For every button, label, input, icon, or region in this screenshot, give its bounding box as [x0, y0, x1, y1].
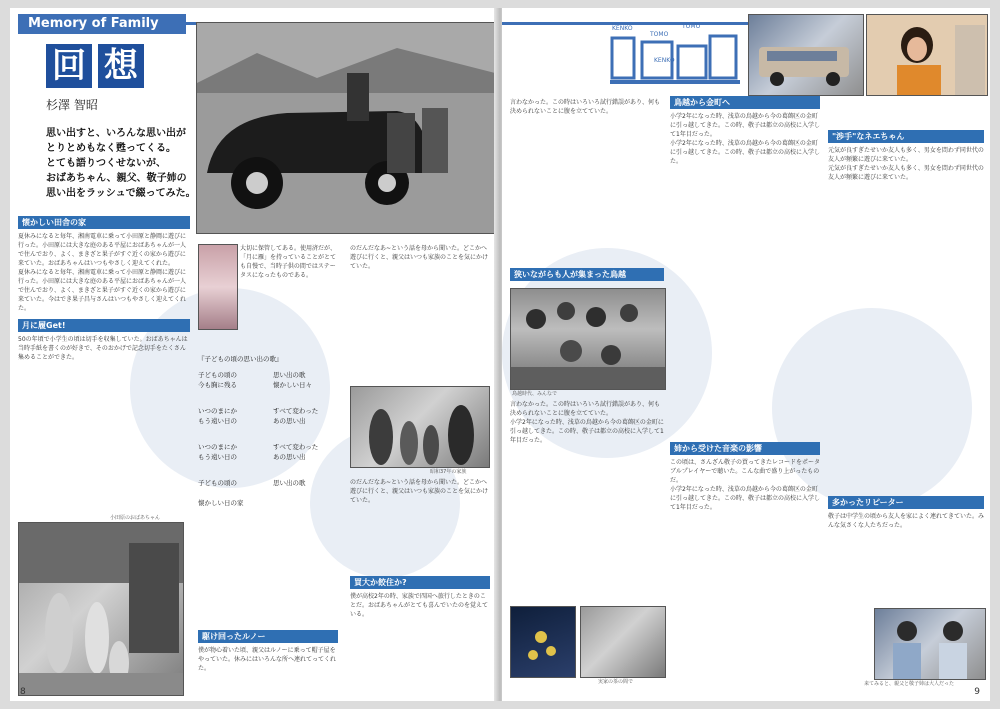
van-photo — [748, 14, 864, 96]
song-lyrics — [198, 354, 348, 614]
body-text: 僕が高校2年の時、家族で四国へ旅行したときのことだ。おばあちゃんがとても喜んでいたのを覚えている。 — [350, 593, 489, 618]
section-heading: 駆け回ったルノー — [198, 630, 338, 643]
body-text: 小学2年になった時、浅草の鳥越から今の葛飾区の金町に引っ越してきた。この時、敬子は都立の高校に入学して1年目だった。 — [510, 419, 664, 444]
room-photo — [580, 606, 666, 678]
body-text: 夏休みになると毎年、湘南電車に乗って小田原と静岡に遊びに行った。小田原には大きな庭のある平屋におばあちゃんが一人で住んでおり、よく、まきざと果子がすぐ近くの家から遊びに来ていた。おばあちゃんはいつもやさしく迎えてくれた。 — [18, 233, 187, 267]
section-heading: 姉から受けた音楽の影響 — [670, 442, 820, 455]
record-cover-photo — [510, 606, 576, 678]
section-heading: 月に履Get! — [18, 319, 190, 332]
logo-label: KENKO — [612, 25, 633, 32]
lyrics-line: いつのまにか すべて変わった — [198, 407, 319, 415]
photo-caption: 実家の茶の間で — [598, 679, 634, 685]
page-number: 8 — [20, 687, 26, 697]
text-column — [828, 494, 984, 604]
lyrics-line: いつのまにか すべて変わった — [198, 443, 319, 451]
text-column — [18, 214, 190, 514]
body-text: 元気が良すぎたせいか友人も多く、男女を問わず同世代の友人が頻繁に遊びに来ていた。 — [828, 147, 984, 163]
siblings-photo — [874, 608, 986, 680]
text-column — [510, 400, 664, 600]
body-text: 50の年頃で小学生の頃は切手を収集していた。おばあちゃんは当時手紙を書くのが好きで、そのおかげで記念切手をたくさん集めることができた。 — [18, 336, 188, 361]
body-text: 僕が物心着いた頃、親父はルノーに乗って帽子屋をやっていた。休みにはいろんな所へ連れてってくれた。 — [198, 647, 337, 672]
flower-illustration — [511, 607, 575, 677]
text-column — [510, 266, 664, 286]
lyrics-title: 『子どもの頃の思い出の歌』 — [198, 355, 283, 363]
left-page — [10, 8, 498, 701]
page-number: 9 — [974, 687, 980, 697]
portrait-illustration — [867, 15, 987, 95]
logo-label: KENKO — [654, 57, 675, 64]
body-text: 小学2年になった時、浅草の鳥越から今の葛飾区の金町に引っ越してきた。この時、敬子は都立の高校に入学した。 — [670, 140, 820, 165]
people-illustration — [351, 387, 489, 467]
photo-caption: 鳥越時代、みんなで — [512, 391, 558, 397]
old-house-photo — [18, 522, 184, 696]
lead-paragraph: 思い出すと、いろんな思い出が とりとめもなく甦ってくる。 とても語りつくせないが、 おばあちゃん、親父、敬子姉の 思い出をラッシュで綴ってみた。 — [46, 128, 196, 199]
portrait-photo — [866, 14, 988, 96]
stamp-image — [198, 244, 238, 330]
lyrics-line: 今も胸に残る 懐かしい日々 — [198, 381, 312, 389]
logo-label: TOMO — [650, 31, 669, 38]
body-text: のだんだなあ~という話を母から聞いた。どこかへ遊びに行くと、親父はいつも家族のことを気にかけていた。 — [350, 245, 489, 270]
car-illustration — [197, 23, 495, 233]
van-illustration — [749, 15, 863, 95]
section-heading: 狭いながらも人が集まった鳥越 — [510, 268, 664, 281]
photo-caption: 来てみると、親父と敬子姉は大人だった — [864, 681, 955, 687]
text-column — [350, 574, 490, 694]
family-car-photo — [196, 22, 496, 234]
title-char: 回 — [46, 44, 92, 88]
siblings-illustration — [875, 609, 985, 679]
body-text: 言わなかった。この時はいろいろ試行錯誤があり、何も決められないことに腹を立てていた。 — [510, 99, 661, 115]
gathering-illustration — [511, 289, 665, 389]
text-column — [240, 244, 340, 344]
family-group-photo — [350, 386, 490, 468]
tomo-kenko-logo — [610, 18, 740, 88]
series-ribbon: Memory of Family — [18, 14, 186, 34]
text-column — [350, 478, 490, 568]
lyrics-line: 子どもの頃の 思い出の歌 — [198, 479, 306, 487]
gathering-photo — [510, 288, 666, 390]
text-column — [670, 440, 820, 690]
body-text: 大切に保管してある。使用済だが、「月に雁」を持っていることがとても自慢で、当時子供の間ではステータスになったものである。 — [240, 245, 337, 279]
section-heading: "渉手"なネエちゃん — [828, 130, 984, 143]
body-text: 小学2年になった時、浅草の鳥越から今の葛飾区の金町に引っ越してきた。この時、敬子は都立の高校に入学して1年目だった。 — [670, 113, 820, 138]
body-text: 夏休みになると毎年、湘南電車に乗って小田原と静岡に遊びに行った。小田原には大きな庭のある平屋におばあちゃんが一人で住んでおり、よく、まきざと果子がすぐ近くの家から遊びに来ていた。今はでき果子昌与さんはいつもやさしく迎えてくれた。 — [18, 269, 187, 312]
lyrics-line: もう遠い日の あの思い出 — [198, 417, 306, 425]
text-column — [670, 94, 820, 434]
text-column — [510, 98, 664, 268]
text-column — [198, 628, 338, 694]
section-heading: 買大か餃住か? — [350, 576, 490, 589]
body-text: 元気が良すぎたせいか友人も多く、男女を問わず同世代の友人が頻繁に遊びに来ていた。 — [828, 165, 984, 181]
photo-caption: 昭和37年の家族 — [430, 469, 467, 475]
body-text: この頃は、さんざん敬子の買ってきたレコードをポータブルプレイヤーで聴いた。こんな曲で盛り上がったものだ。 — [670, 459, 820, 484]
magazine-spread — [10, 8, 990, 701]
text-column — [350, 244, 490, 384]
body-text: 小学2年になった時、浅草の鳥越から今の葛飾区の金町に引っ越してきた。この時、敬子は都立の高校に入学して1年目だった。 — [670, 486, 820, 511]
lyrics-footer: 懐かしい日の家 — [198, 499, 244, 507]
section-heading: 鳥越から金町へ — [670, 96, 820, 109]
section-heading: 多かったリピーター — [828, 496, 984, 509]
photo-caption: 小田原のおばあちゃん — [110, 515, 161, 521]
body-text: のだんだなあ~という話を母から聞いた。どこかへ遊びに行くと、親父はいつも家族のことを気にかけていた。 — [350, 479, 489, 504]
body-text: 言わなかった。この時はいろいろ試行錯誤があり、何も決められないことに腹を立てていた。 — [510, 401, 661, 417]
logo-label: TOMO — [682, 23, 701, 30]
text-column — [828, 128, 984, 488]
body-text: 敬子は中学生の頃から友人を家によく連れてきていた。みんな気さくな人たちだった。 — [828, 513, 984, 529]
house-illustration — [19, 523, 183, 695]
author-name: 杉澤 智昭 — [46, 98, 98, 112]
section-heading: 懐かしい田舎の家 — [18, 216, 190, 229]
lyrics-line: 子どもの頃の 思い出の歌 — [198, 371, 306, 379]
right-page — [502, 8, 990, 701]
article-title — [46, 44, 156, 88]
title-char: 想 — [98, 44, 144, 88]
lyrics-line: もう遠い日の あの思い出 — [198, 453, 306, 461]
